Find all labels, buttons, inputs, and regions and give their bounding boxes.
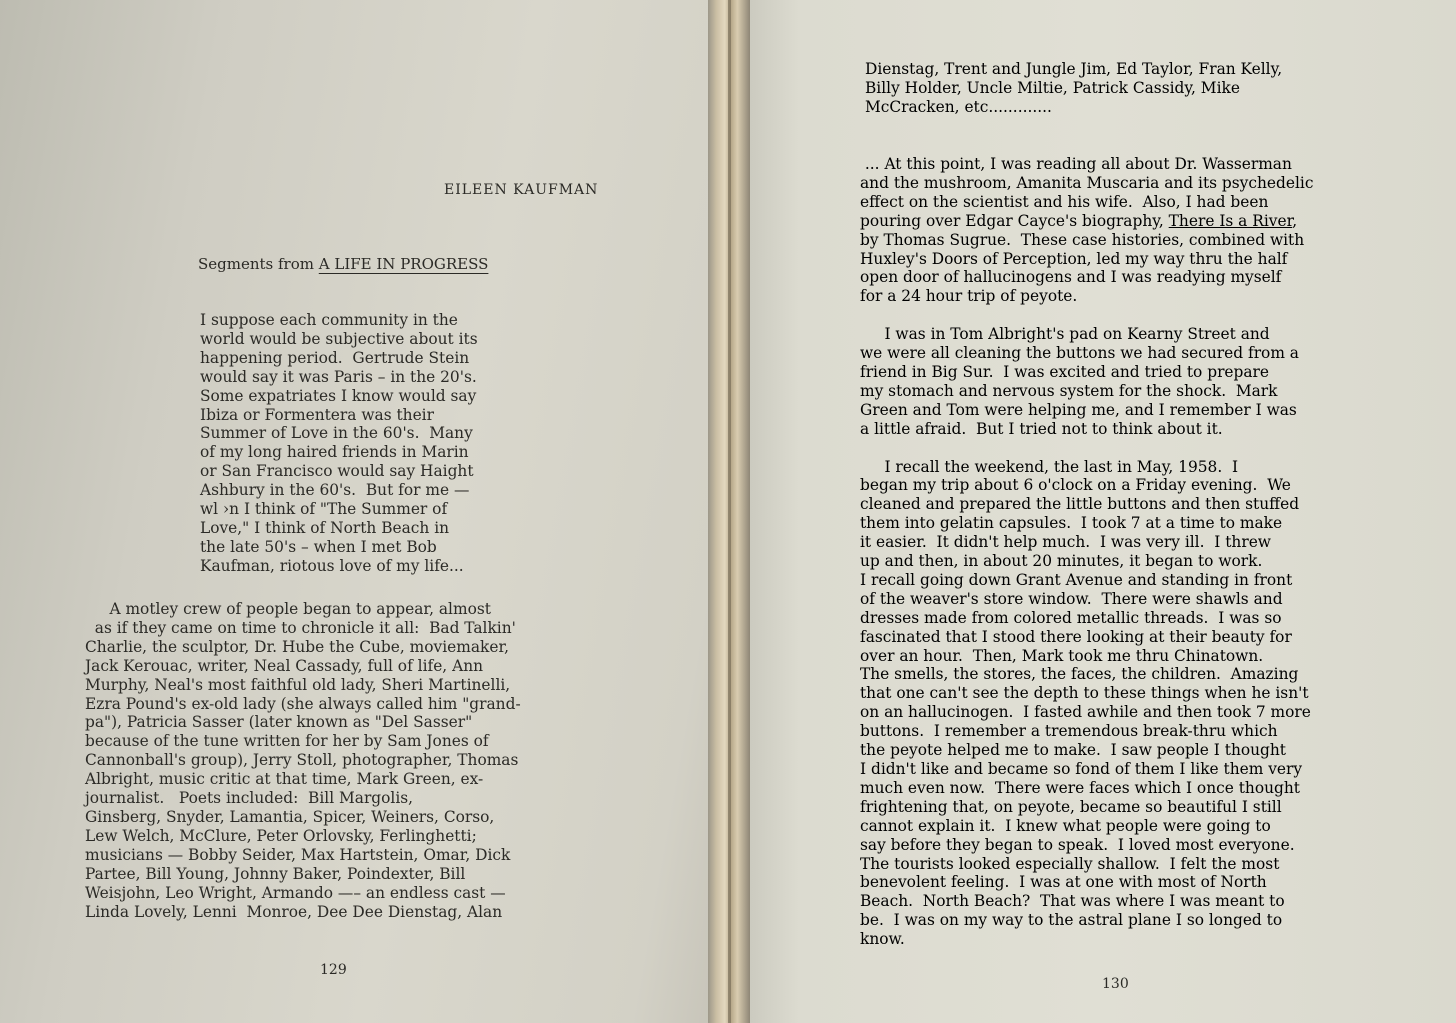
text-line: wl ›n I think of "The Summer of — [200, 500, 448, 519]
para-spacer — [860, 439, 865, 457]
text-line: Some expatriates I know would say — [200, 386, 477, 405]
text-line: Jack Kerouac, writer, Neal Cassady, full of life, Ann — [85, 656, 484, 675]
text-line: Charlie, the sculptor, Dr. Hube the Cube, moviemaker, — [85, 637, 510, 656]
text-line: Kaufman, riotous love of my life... — [200, 556, 464, 575]
spine-line — [728, 0, 731, 1023]
text-line: McCracken, etc............. — [865, 97, 1052, 116]
text-line: Dienstag, Trent and Jungle Jim, Ed Taylor, Fran Kelly, — [865, 60, 1283, 78]
para1-after: , by Thomas Sugrue. These case histories, combined with Huxley's Doors of Perception, led my way thru the half open door of hallucinogens and I was readying myself for a 24 hour trip of peyote. — [860, 211, 1305, 306]
text-line: of the weaver's store window. There were shawls and — [860, 589, 1283, 608]
text-line: on an hallucinogen. I fasted awhile and then took 7 more — [860, 703, 1311, 722]
para3 — [860, 458, 1311, 949]
text-line: cannot explain it. I knew what people were going to — [860, 816, 1271, 835]
text-line: we were all cleaning the buttons we had secured from a — [860, 344, 1299, 363]
text-line: Summer of Love in the 60's. Many — [200, 424, 473, 443]
text-line: Weisjohn, Leo Wright, Armando —– an endless cast — — [85, 883, 506, 902]
text-line: The smells, the stores, the faces, the children. Amazing — [860, 665, 1299, 684]
text-line: Love," I think of North Beach in — [200, 518, 450, 537]
text-line: pa"), Patricia Sasser (later known as "Del Sasser" — [85, 713, 473, 732]
text-line: over an hour. Then, Mark took me thru Chinatown. — [860, 646, 1264, 665]
text-line: because of the tune written for her by Sam Jones of — [85, 732, 489, 751]
text-line: Billy Holder, Uncle Miltie, Patrick Cassidy, Mike — [865, 78, 1240, 97]
text-line: a little afraid. But I tried not to think about it. — [860, 419, 1223, 438]
text-line: up and then, in about 20 minutes, it began to work. — [860, 552, 1263, 571]
text-line: journalist. Poets included: Bill Margolis, — [85, 789, 414, 808]
text-line: A motley crew of people began to appear, almost — [85, 600, 491, 618]
right-top-text — [865, 60, 1282, 117]
text-line: much even now. There were faces which I once thought — [860, 778, 1300, 797]
text-line: began my trip about 6 o'clock on a Friday evening. We — [860, 476, 1291, 495]
text-line: cleaned and prepared the little buttons and then stuffed — [860, 495, 1300, 514]
text-line: that one can't see the depth to these things when he isn't — [860, 684, 1309, 703]
text-line: them into gelatin capsules. I took 7 at a time to make — [860, 514, 1283, 533]
text-line: Beach. North Beach? That was where I was meant to — [860, 892, 1285, 911]
text-line: I recall going down Grant Avenue and standing in front — [860, 570, 1293, 589]
text-line: fascinated that I stood there looking at their beauty for — [860, 627, 1292, 646]
left-page — [0, 0, 722, 1023]
text-line: the late 50's – when I met Bob — [200, 537, 437, 556]
text-line: Murphy, Neal's most faithful old lady, Sheri Martinelli, — [85, 675, 511, 694]
text-line: frightening that, on peyote, became so beautiful I still — [860, 797, 1282, 816]
text-line: friend in Big Sur. I was excited and tried to prepare — [860, 362, 1270, 381]
text-line: benevolent feeling. I was at one with most of North — [860, 873, 1267, 892]
text-line: happening period. Gertrude Stein — [200, 348, 470, 367]
text-line: dresses made from colored metallic threads. I was so — [860, 608, 1282, 627]
para2 — [860, 325, 1299, 438]
text-line: Partee, Bill Young, Johnny Baker, Poindexter, Bill — [85, 864, 466, 883]
text-line: of my long haired friends in Marin — [200, 443, 469, 462]
author-heading: EILEEN KAUFMAN — [444, 182, 599, 198]
text-line: I suppose each community in the — [200, 311, 458, 329]
text-line: be. I was on my way to the astral plane I so longed to — [860, 911, 1283, 930]
text-line: say before they began to speak. I loved most everyone. — [860, 835, 1295, 854]
text-line: Albright, music critic at that time, Mark Green, ex- — [85, 770, 484, 789]
page-number-right: 130 — [1102, 976, 1129, 992]
left-body-text — [85, 600, 521, 921]
text-line: Ginsberg, Snyder, Lamantia, Spicer, Weiners, Corso, — [85, 807, 495, 826]
text-line: the peyote helped me to make. I saw people I thought — [860, 741, 1286, 760]
text-line: as if they came on time to chronicle it all: Bad Talkin' — [85, 618, 516, 637]
epigraph — [200, 311, 478, 576]
para-spacer — [860, 306, 865, 324]
there-is-a-river-title: There Is a River — [1168, 211, 1293, 230]
text-line: or San Francisco would say Haight — [200, 462, 474, 481]
text-line: world would be subjective about its — [200, 329, 478, 348]
text-line: would say it was Paris – in the 20's. — [200, 367, 477, 386]
text-line: Cannonball's group), Jerry Stoll, photographer, Thomas — [85, 751, 519, 770]
text-line: know. — [860, 930, 905, 949]
right-body-text — [860, 155, 1313, 949]
text-line: my stomach and nervous system for the shock. Mark — [860, 381, 1278, 400]
text-line: Ashbury in the 60's. But for me — — [200, 481, 470, 500]
text-line: I was in Tom Albright's pad on Kearny Street and — [884, 325, 1270, 344]
text-line: Ibiza or Formentera was their — [200, 405, 434, 424]
text-line: I didn't like and became so fond of them I like them very — [860, 760, 1303, 778]
text-line: musicians — Bobby Seider, Max Hartstein, Omar, Dick — [85, 845, 511, 864]
segments-prefix: Segments from — [198, 255, 319, 273]
text-line: Lew Welch, McClure, Peter Orlovsky, Ferlinghetti; — [85, 826, 477, 845]
text-line: Green and Tom were helping me, and I remember I was — [860, 400, 1297, 419]
text-line: buttons. I remember a tremendous break-thru which — [860, 722, 1278, 741]
text-line: I recall the weekend, the last in May, 1958. I — [884, 457, 1239, 476]
text-line: Ezra Pound's ex-old lady (she always called him "grand- — [85, 694, 521, 713]
book-title: A LIFE IN PROGRESS — [318, 255, 489, 273]
para1-before: ... At this point, I was reading all about Dr. Wasserman and the mushroom, Amanita Muscaria and its psychedelic effect on the scientist and his wife. Also, I had been pouring over Edgar Cayce's biography, — [860, 155, 1314, 230]
text-line: The tourists looked especially shallow. I felt the most — [860, 854, 1280, 873]
page-number-left: 129 — [320, 962, 347, 978]
text-line: it easier. It didn't help much. I was very ill. I threw — [860, 533, 1271, 552]
segments-heading — [198, 255, 488, 273]
text-line: Linda Lovely, Lenni Monroe, Dee Dee Dienstag, Alan — [85, 902, 503, 921]
